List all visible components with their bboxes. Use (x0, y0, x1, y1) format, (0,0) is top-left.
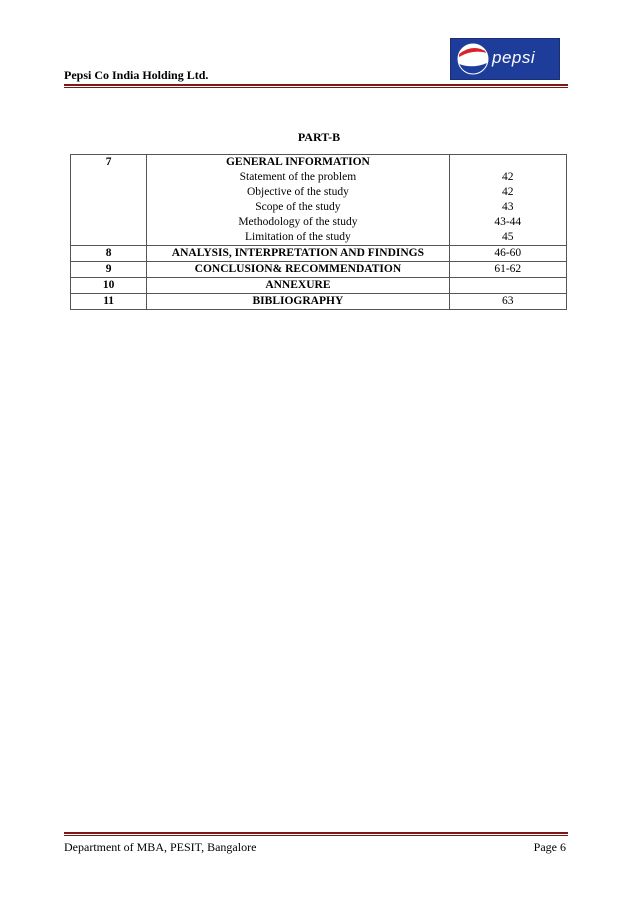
toc-section-cell (147, 155, 449, 246)
table-row (71, 294, 567, 310)
logo-wordmark: pepsi (492, 48, 536, 67)
table-row (71, 262, 567, 278)
toc-section-title: GENERAL INFORMATION (225, 156, 370, 168)
toc-page-cell (449, 155, 566, 246)
toc-subitem: Methodology of the study (238, 216, 358, 228)
toc-page: 46-60 (449, 246, 566, 262)
toc-page: 42 (502, 171, 514, 183)
toc-title: CONCLUSION& RECOMMENDATION (147, 262, 449, 278)
toc-subitem: Scope of the study (255, 201, 341, 213)
table-row (71, 246, 567, 262)
toc-title: ANNEXURE (147, 278, 449, 294)
pepsi-logo (450, 38, 560, 80)
footer-page-number: Page 6 (533, 840, 566, 854)
toc-number: 9 (71, 262, 147, 278)
toc-subitem: Statement of the problem (239, 171, 357, 183)
toc-number: 7 (71, 155, 147, 246)
toc-subitem: Objective of the study (246, 186, 349, 198)
toc-subitem: Limitation of the study (245, 231, 351, 243)
table-row (71, 155, 567, 246)
footer-department: Department of MBA, PESIT, Bangalore (64, 840, 257, 854)
toc-page: 43 (502, 201, 514, 213)
toc-table (70, 154, 567, 310)
toc-page (449, 278, 566, 294)
toc-number: 10 (71, 278, 147, 294)
toc-number: 8 (71, 246, 147, 262)
toc-page: 42 (502, 186, 514, 198)
toc-page: 45 (502, 231, 514, 243)
company-name: Pepsi Co India Holding Ltd. (64, 68, 209, 82)
toc-number: 11 (71, 294, 147, 310)
toc-page: 43-44 (494, 216, 522, 228)
table-row (71, 278, 567, 294)
header-rule (64, 84, 568, 88)
toc-page: 63 (449, 294, 566, 310)
toc-title: BIBLIOGRAPHY (147, 294, 449, 310)
footer-rule (64, 832, 568, 836)
toc-title: ANALYSIS, INTERPRETATION AND FINDINGS (147, 246, 449, 262)
toc-page: 61-62 (449, 262, 566, 278)
part-heading: PART-B (297, 130, 341, 144)
